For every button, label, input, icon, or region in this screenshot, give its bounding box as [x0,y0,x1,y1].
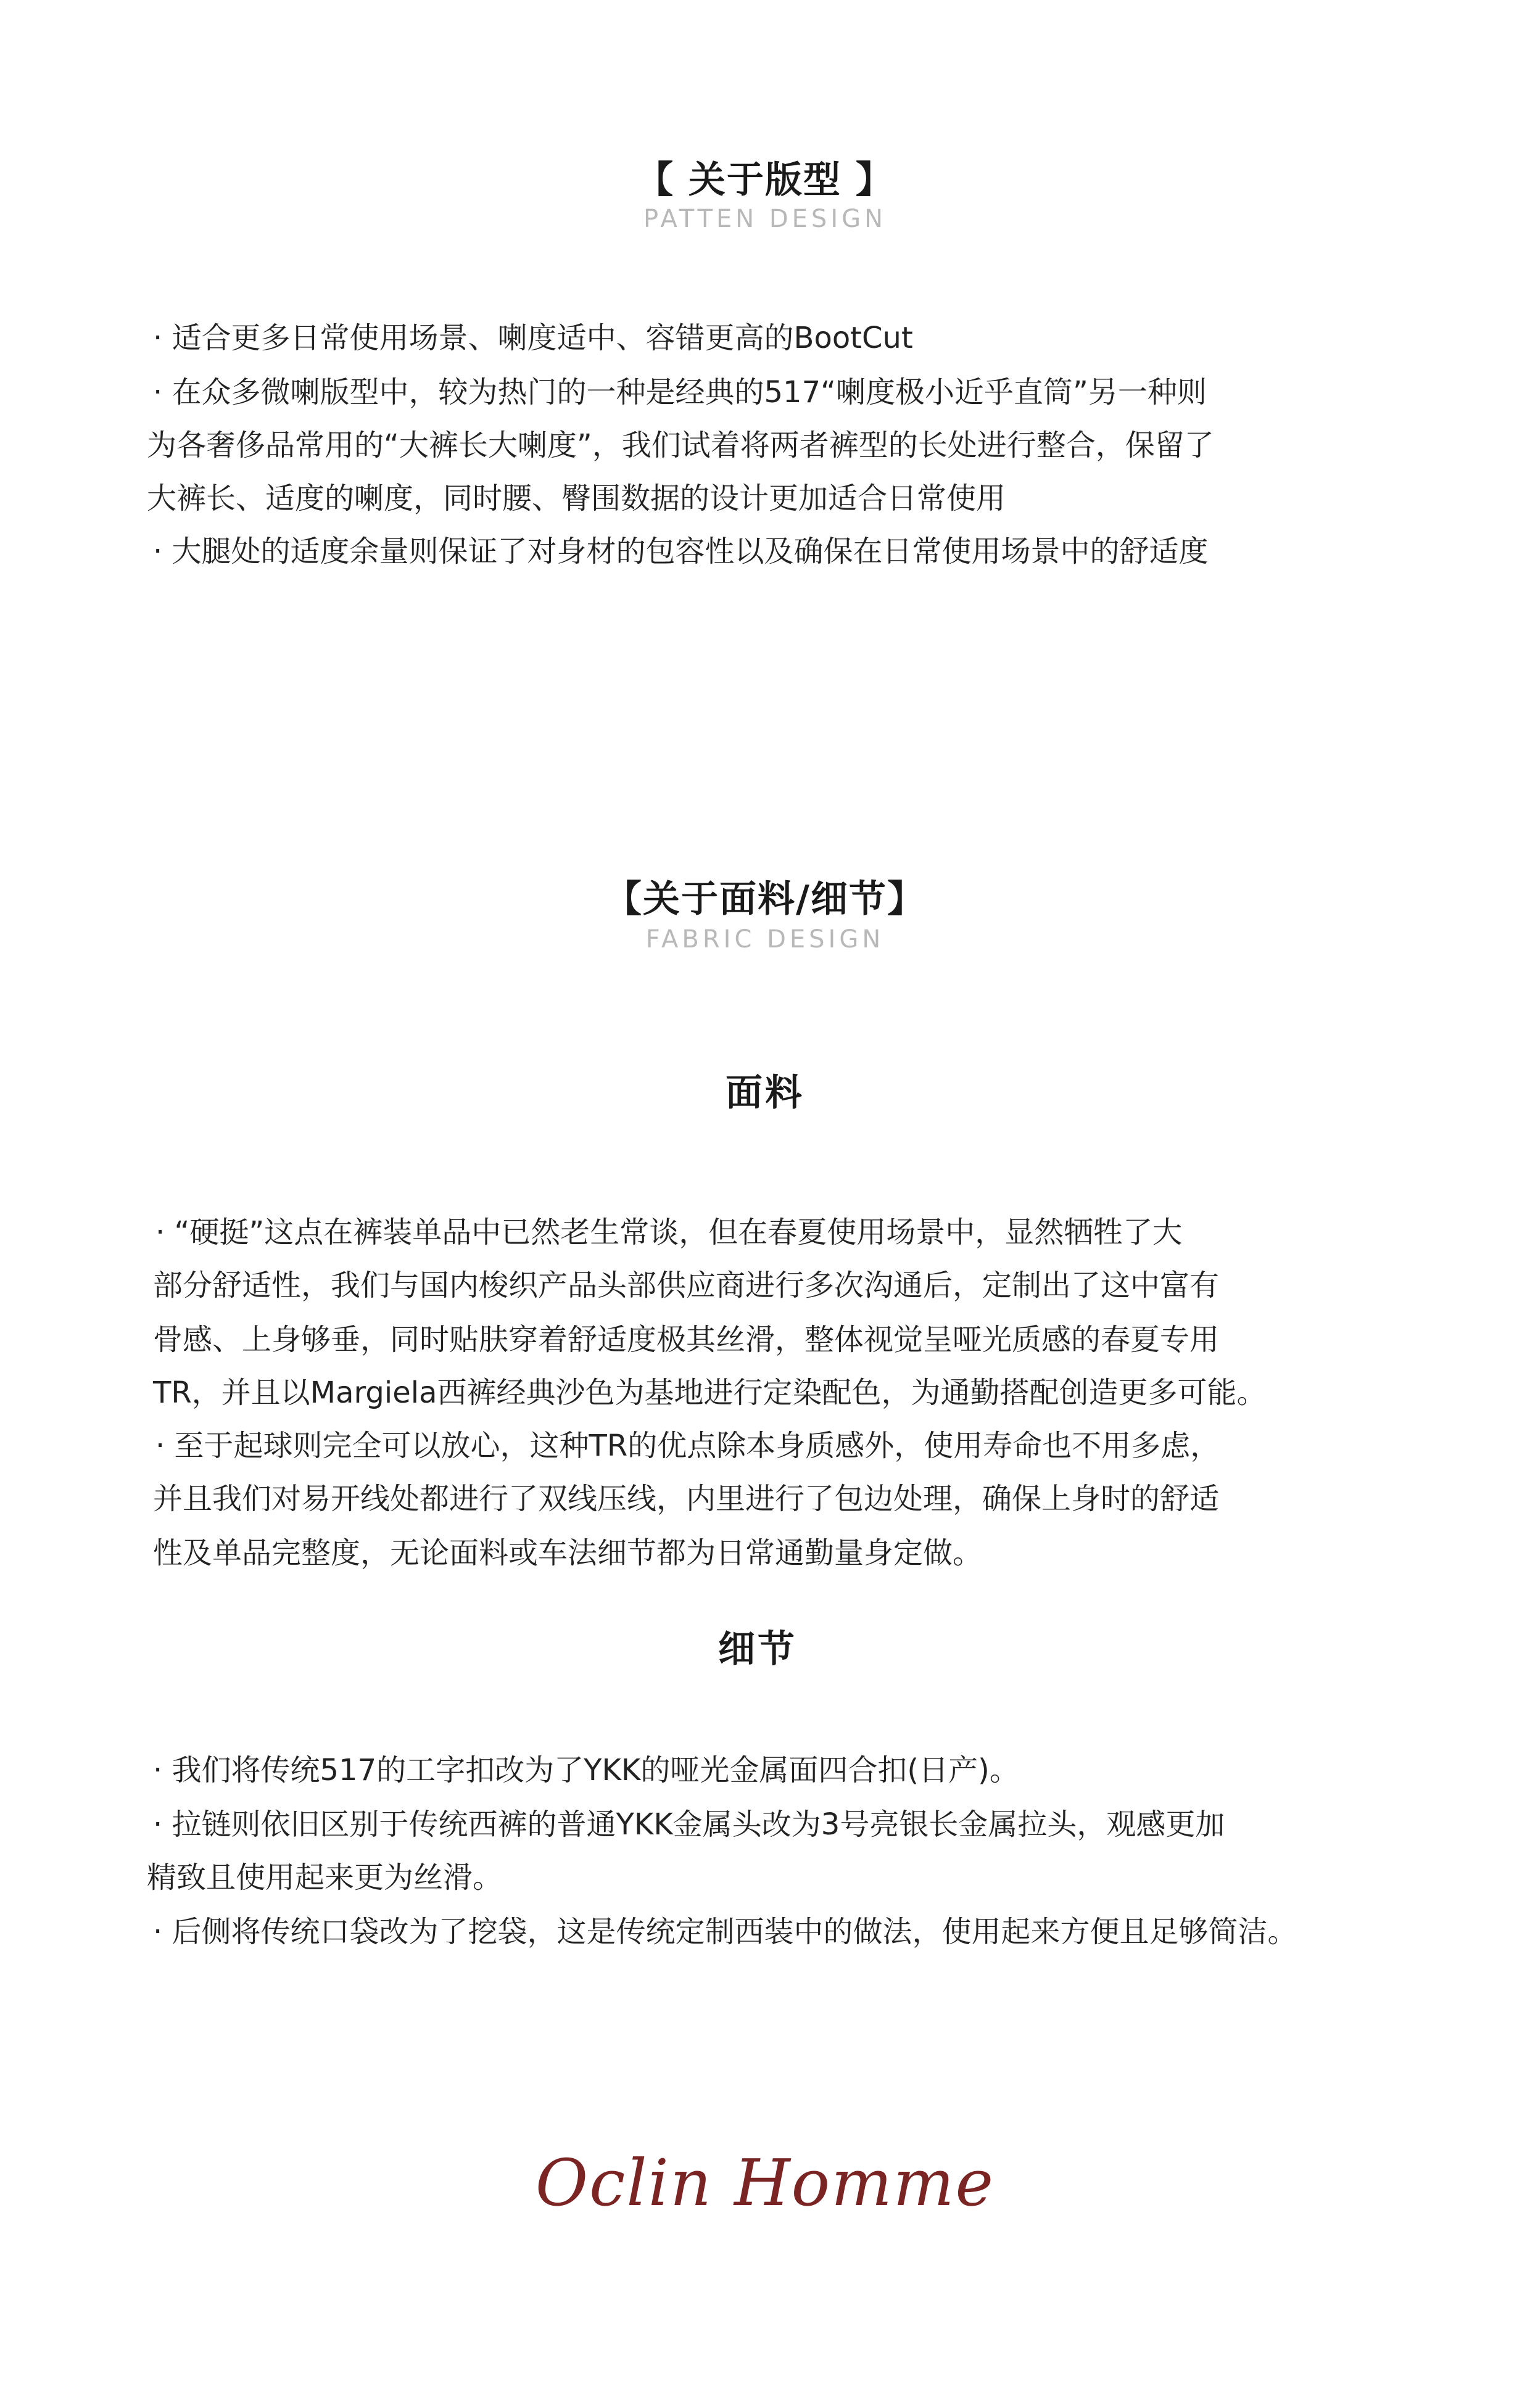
pattern-section-subtitle: PATTEN DESIGN [643,205,887,233]
details-line: · 拉链则依旧区别于传统西裤的普通YKK金属头改为3号亮银长金属拉头，观感更加 [153,1807,1225,1842]
pattern-line: · 在众多微喇版型中，较为热门的一种是经典的517“喇度极小近乎直筒”另一种则 [153,375,1207,410]
fabric-line: · 至于起球则完全可以放心，这种TR的优点除本身质感外，使用寿命也不用多虑， [155,1429,1220,1463]
details-line: · 后侧将传统口袋改为了挖袋，这是传统定制西装中的做法，使用起来方便且足够简洁。 [153,1915,1297,1949]
brand-logo: Oclin Homme [535,2145,995,2220]
details-line: 精致且使用起来更为丝滑。 [147,1860,503,1895]
fabric-section-subtitle: FABRIC DESIGN [645,925,885,954]
details-line: · 我们将传统517的工字扣改为了YKK的哑光金属面四合扣(日产)。 [153,1753,1019,1787]
pattern-line: · 适合更多日常使用场景、喇度适中、容错更高的BootCut [153,321,913,355]
pattern-line: · 大腿处的适度余量则保证了对身材的包容性以及确保在日常使用场景中的舒适度 [153,534,1209,569]
pattern-line: 大裤长、适度的喇度，同时腰、臀围数据的设计更加适合日常使用 [147,481,1006,516]
fabric-section-title: 【关于面料/细节】 [605,878,925,921]
details-subsection-title: 细节 [718,1628,797,1671]
fabric-subsection-title: 面料 [726,1071,804,1115]
fabric-line: 骨感、上身够垂，同时贴肤穿着舒适度极其丝滑，整体视觉呈哑光质感的春夏专用 [153,1322,1220,1357]
pattern-line: 为各奢侈品常用的“大裤长大喇度”，我们试着将两者裤型的长处进行整合，保留了 [147,428,1214,463]
fabric-line: 性及单品完整度，无论面料或车法细节都为日常通勤量身定做。 [153,1536,983,1570]
fabric-line: 部分舒适性，我们与国内梭织产品头部供应商进行多次沟通后，定制出了这中富有 [153,1268,1220,1303]
fabric-line: 并且我们对易开线处都进行了双线压线，内里进行了包边处理，确保上身时的舒适 [153,1482,1220,1516]
fabric-line: · “硬挺”这点在裤装单品中已然老生常谈，但在春夏使用场景中，显然牺牲了大 [155,1215,1183,1250]
pattern-section-title: 【 关于版型 】 [636,159,894,202]
fabric-line: TR，并且以Margiela西裤经典沙色为基地进行定染配色，为通勤搭配创造更多可能。 [153,1375,1267,1410]
